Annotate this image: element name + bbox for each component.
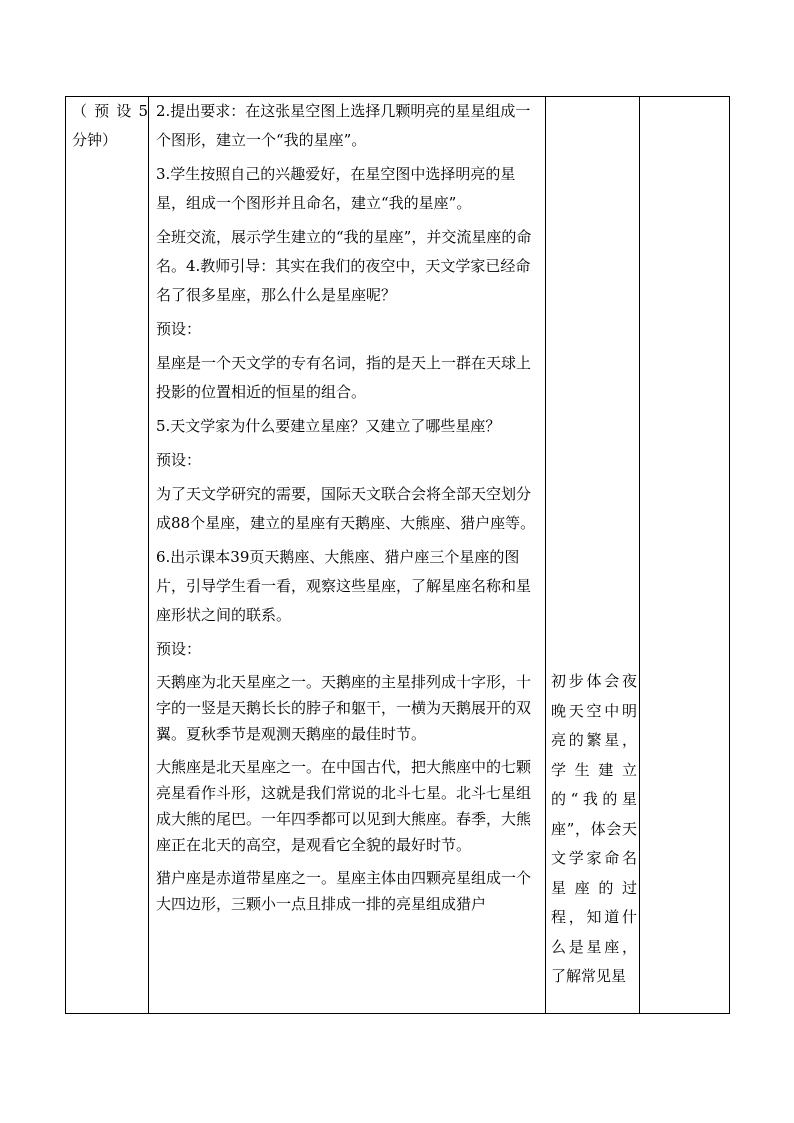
time-cell-line: 分钟） (72, 131, 118, 149)
design-intent-cell (551, 667, 637, 992)
design-intent-text: 初步体会夜晚天空中明亮的繁星，学生建立的“我的星座”，体会天文学家命名星座的过程，知道什么是星座，了解常见星 (551, 672, 637, 985)
column-divider (148, 97, 149, 1013)
process-paragraph: 猎户座是赤道带星座之一。星座主体由四颗亮星组成一个大四边形，三颗小一点且排成一排的亮星组成猎户 (156, 869, 532, 913)
process-paragraph: 天鹅座为北天星座之一。天鹅座的主星排列成十字形，十字的一竖是天鹅长长的脖子和躯干，一横为天鹅展开的双翼。夏秋季节是观测天鹅座的最佳时节。 (156, 673, 532, 743)
process-paragraph: 预设： (156, 640, 202, 658)
time-cell-line: （预设5 (72, 102, 148, 120)
process-paragraph: 预设： (156, 320, 202, 338)
lesson-table (65, 96, 730, 1014)
time-cell (72, 97, 148, 155)
teaching-process-cell (156, 97, 544, 924)
process-paragraph: 3.学生按照自己的兴趣爱好，在星空图中选择明亮的星星，组成一个图形并且命名，建立“我的星座”。 (156, 165, 516, 212)
process-paragraph: 全班交流，展示学生建立的“我的星座”，并交流星座的命名。4.教师引导：其实在我们的夜空中，天文学家已经命名了很多星座，那么什么是星座呢？ (156, 228, 532, 304)
column-divider (545, 97, 546, 1013)
process-paragraph: 为了天文学研究的需要，国际天文联合会将全部天空划分成88个星座，建立的星座有天鹅座、大熊座、猎户座等。 (156, 485, 536, 532)
process-paragraph: 6.出示课本39页天鹅座、大熊座、猎户座三个星座的图片，引导学生看一看，观察这些星座，了解星座名称和星座形状之间的联系。 (156, 548, 532, 624)
process-paragraph: 预设： (156, 451, 202, 469)
column-divider (639, 97, 640, 1013)
process-paragraph: 5.天文学家为什么要建立星座？又建立了哪些星座？ (156, 417, 501, 435)
process-paragraph: 2.提出要求：在这张星空图上选择几颗明亮的星星组成一个图形，建立一个“我的星座”。 (156, 102, 531, 149)
process-paragraph: 星座是一个天文学的专有名词，指的是天上一群在天球上投影的位置相近的恒星的组合。 (156, 354, 532, 401)
process-paragraph: 大熊座是北天星座之一。在中国古代，把大熊座中的七颗亮星看作斗形，这就是我们常说的北斗七星。北斗七星组成大熊的尾巴。一年四季都可以见到大熊座。春季，大熊座正在北天的高空，是观看它全貌的最好时节。 (156, 758, 532, 854)
